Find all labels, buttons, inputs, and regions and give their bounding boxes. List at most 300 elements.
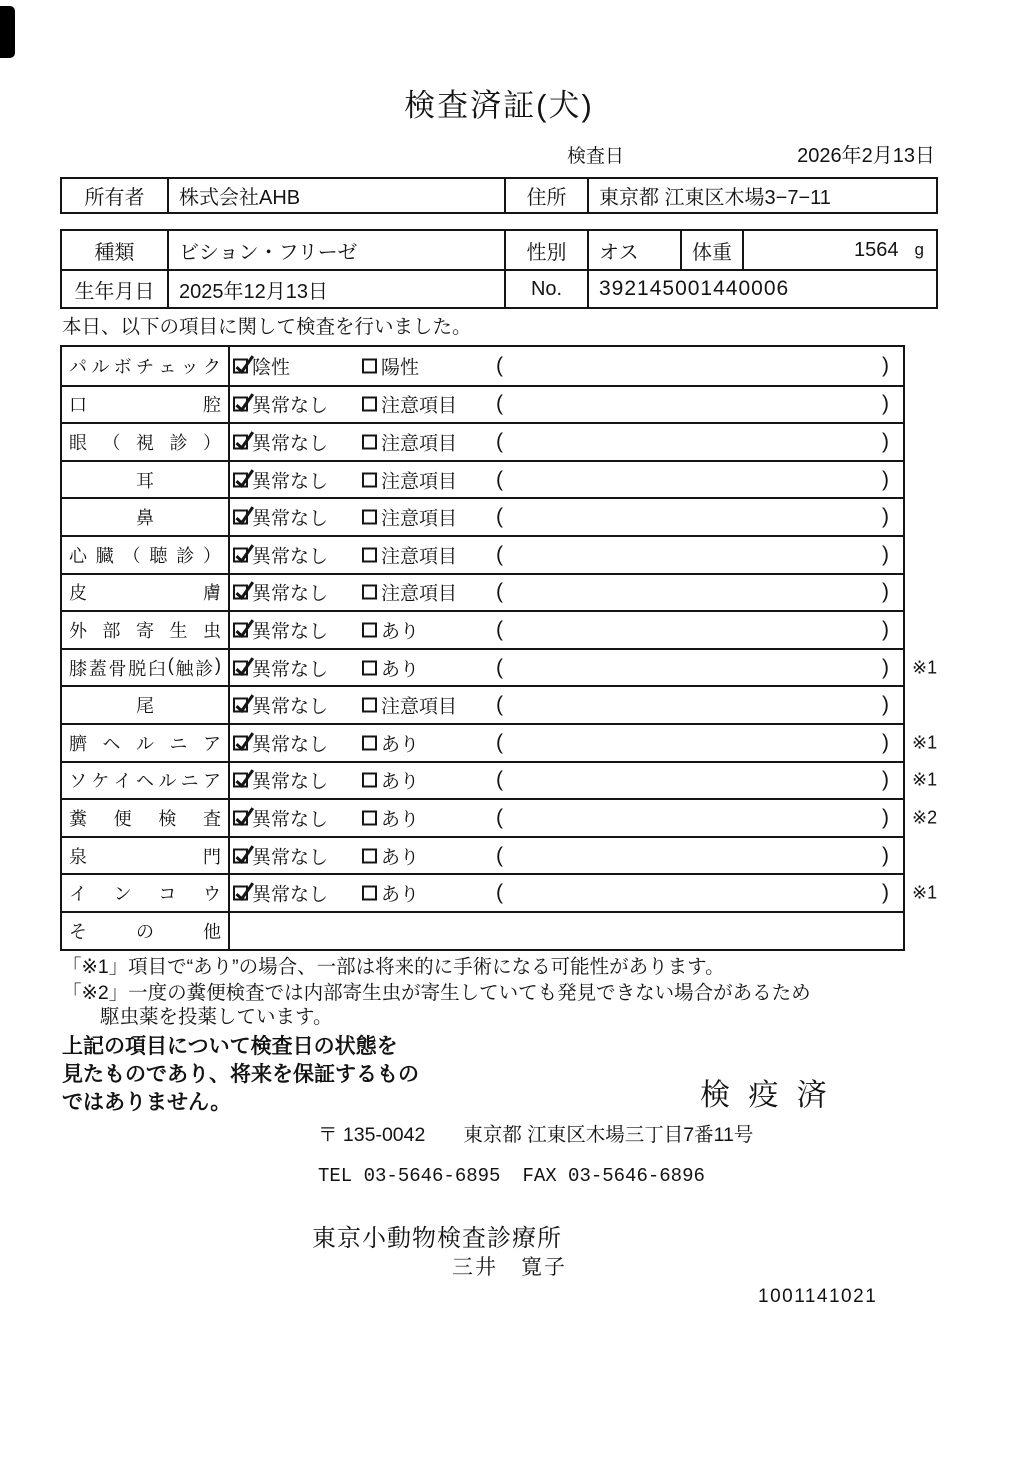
- scan-artifact: [0, 6, 15, 58]
- inspection-row-content: [230, 838, 903, 874]
- result-option-unchecked: [362, 466, 457, 493]
- checked-option-label: 異常なし: [252, 546, 329, 568]
- result-paren-open: (: [496, 655, 503, 679]
- check-icon: [233, 732, 254, 753]
- inspection-row-content: [230, 913, 903, 949]
- owner-table: [60, 177, 938, 214]
- result-paren-close: ): [882, 805, 889, 829]
- result-paren-open: (: [496, 467, 503, 491]
- unchecked-checkbox-icon: [362, 848, 377, 863]
- birthdate-row: [62, 269, 936, 307]
- quarantine-passed-stamp: 検 疫 済: [700, 1079, 832, 1112]
- result-paren-open: (: [496, 881, 503, 905]
- inspection-item-label: [62, 687, 230, 723]
- checked-option-label: 異常なし: [252, 471, 329, 493]
- inspection-item-label: [62, 499, 230, 535]
- label-char: ソ: [69, 771, 87, 792]
- result-paren-close: ): [882, 655, 889, 679]
- unchecked-option-label: あり: [381, 847, 420, 869]
- result-paren-close: ): [882, 580, 889, 604]
- result-paren-open: (: [496, 843, 503, 867]
- inspection-item-label-text: [69, 353, 221, 379]
- unchecked-option-label: 注意項目: [381, 471, 458, 493]
- check-icon: [233, 355, 254, 376]
- unchecked-option-label: あり: [381, 884, 420, 906]
- label-char: 眼: [69, 432, 87, 453]
- check-icon: [233, 845, 254, 866]
- inspection-row: [62, 347, 903, 385]
- intro-text: 本日、以下の項目に関して検査を行いました。: [62, 316, 472, 338]
- inspection-row-content: [230, 387, 903, 423]
- check-icon: [233, 431, 254, 452]
- result-paren-open: (: [496, 580, 503, 604]
- check-icon: [233, 507, 254, 528]
- result-option-unchecked: [362, 767, 419, 794]
- checked-checkbox-icon: [233, 434, 248, 449]
- result-paren-close: ): [882, 881, 889, 905]
- label-char: ニ: [180, 771, 199, 792]
- label-char: 診: [195, 658, 214, 679]
- result-option-checked: [233, 579, 328, 606]
- result-option-unchecked: [362, 804, 419, 831]
- result-option-unchecked: [362, 654, 419, 681]
- check-icon: [233, 544, 254, 565]
- check-icon: [233, 695, 254, 716]
- checked-checkbox-icon: [233, 547, 248, 562]
- inspection-item-label: [62, 387, 230, 423]
- result-option-unchecked: [362, 504, 457, 531]
- label-char: 虫: [203, 620, 221, 641]
- result-option-checked: [233, 391, 328, 418]
- inspection-row-content: [230, 800, 903, 836]
- weight-unit: g: [914, 240, 924, 259]
- clinic-address: 東京都 江東区木場三丁目7番11号: [463, 1124, 754, 1146]
- inspection-item-label: [62, 875, 230, 911]
- label-char: 糞: [69, 808, 87, 829]
- clinic-name: 東京小動物検査診療所: [312, 1225, 562, 1252]
- label-char: （: [122, 545, 141, 566]
- clinic-representative: 三井 寛子: [452, 1256, 567, 1279]
- inspection-item-label: [62, 462, 230, 498]
- check-icon: [233, 807, 254, 828]
- checked-checkbox-icon: [233, 735, 248, 750]
- inspection-row: [62, 648, 938, 686]
- result-paren-close: ): [882, 693, 889, 717]
- result-paren-open: (: [496, 429, 503, 453]
- unchecked-option-label: あり: [381, 734, 420, 756]
- unchecked-option-label: 注意項目: [381, 508, 458, 530]
- inspection-item-label-text: [69, 617, 221, 643]
- result-option-checked: [233, 767, 328, 794]
- owner-value: 株式会社AHB: [167, 179, 504, 212]
- check-icon: [233, 469, 254, 490]
- label-char: 骨: [108, 658, 127, 679]
- label-char: 皮: [69, 583, 87, 604]
- label-char: 泉: [69, 846, 87, 867]
- inspection-item-label-text: [69, 843, 221, 869]
- inspection-row-content: [230, 537, 903, 573]
- label-char: ): [215, 654, 221, 675]
- disclaimer-line-1: 上記の項目について検査日の状態を: [62, 1035, 398, 1058]
- inspection-row: [62, 610, 903, 648]
- inspection-item-label: [62, 838, 230, 874]
- page-title: 検査済証(犬): [404, 88, 594, 123]
- label-char: ェ: [158, 356, 177, 377]
- unchecked-checkbox-icon: [362, 397, 377, 412]
- unchecked-option-label: あり: [381, 621, 420, 643]
- unchecked-checkbox-icon: [362, 698, 377, 713]
- owner-row: [62, 179, 936, 212]
- label-char: ル: [158, 771, 177, 792]
- checked-option-label: 異常なし: [252, 433, 329, 455]
- footnote-1: 「※1」項目で“あり”の場合、一部は将来的に手術になる可能性があります。: [62, 956, 725, 978]
- check-icon: [233, 770, 254, 791]
- row-note-mark: ※1: [912, 657, 938, 678]
- label-char: 視: [136, 432, 154, 453]
- unchecked-option-label: 陽性: [381, 357, 420, 379]
- disclaimer-line-2: 見たものであり、将来を保証するもの: [62, 1063, 419, 1086]
- checked-checkbox-icon: [233, 397, 248, 412]
- unchecked-checkbox-icon: [362, 810, 377, 825]
- inspection-item-label: [62, 650, 230, 686]
- label-char: ヘ: [102, 733, 121, 754]
- label-char: ア: [202, 771, 221, 792]
- label-char: ヘ: [135, 771, 154, 792]
- label-char: ボ: [113, 356, 132, 377]
- checked-checkbox-icon: [233, 358, 248, 373]
- pet-info-table: [60, 229, 938, 309]
- label-char: の: [136, 921, 154, 942]
- unchecked-option-label: 注意項目: [381, 546, 458, 568]
- unchecked-checkbox-icon: [362, 547, 377, 562]
- checked-checkbox-icon: [233, 773, 248, 788]
- inspection-row: [62, 873, 938, 911]
- result-option-checked: [233, 729, 328, 756]
- checked-checkbox-icon: [233, 810, 248, 825]
- inspection-item-label: [62, 424, 230, 460]
- inspection-row-content: [230, 875, 903, 911]
- inspection-row-content: [230, 612, 903, 648]
- inspection-row-content: [230, 347, 903, 385]
- unchecked-checkbox-icon: [362, 585, 377, 600]
- label-char: イ: [113, 771, 132, 792]
- checked-option-label: 異常なし: [252, 809, 329, 831]
- label-char: 部: [102, 620, 121, 641]
- result-paren-close: ): [882, 542, 889, 566]
- result-paren-open: (: [496, 805, 503, 829]
- unchecked-option-label: 注意項目: [381, 395, 458, 417]
- label-char: 尾: [136, 696, 154, 717]
- label-char: 聴: [149, 545, 168, 566]
- check-icon: [233, 657, 254, 678]
- inspection-item-label-text: [69, 579, 221, 605]
- breed-label: 種類: [94, 241, 135, 264]
- label-char: 臼: [148, 658, 166, 679]
- result-paren-open: (: [496, 617, 503, 641]
- result-option-unchecked: [362, 352, 419, 379]
- label-char: ）: [203, 432, 221, 453]
- inspection-date-value: 2026年2月13日: [797, 145, 935, 167]
- result-option-checked: [233, 504, 328, 531]
- inspection-item-label-text: [69, 805, 221, 831]
- checked-checkbox-icon: [233, 660, 248, 675]
- label-char: ケ: [91, 771, 110, 792]
- check-icon: [233, 883, 254, 904]
- label-char: ン: [113, 884, 132, 905]
- inspection-row: [62, 685, 903, 723]
- result-paren-close: ): [882, 505, 889, 529]
- result-paren-close: ): [882, 392, 889, 416]
- result-option-checked: [233, 352, 290, 379]
- result-option-unchecked: [362, 692, 457, 719]
- no-label: No.: [504, 271, 587, 307]
- checked-option-label: 異常なし: [252, 884, 329, 906]
- label-char: 寄: [136, 620, 154, 641]
- label-char: ル: [136, 733, 154, 754]
- result-option-checked: [233, 428, 328, 455]
- label-char: 生: [169, 620, 188, 641]
- result-paren-close: ): [882, 730, 889, 754]
- unchecked-checkbox-icon: [362, 735, 377, 750]
- breed-row: [62, 231, 936, 269]
- document-code: 1001141021: [758, 1286, 878, 1307]
- weight-label: 体重: [680, 231, 742, 269]
- result-option-unchecked: [362, 391, 457, 418]
- checked-option-label: 異常なし: [252, 771, 329, 793]
- clinic-postal-code: 〒 135-0042: [318, 1124, 426, 1146]
- clinic-tel-line: [318, 1165, 705, 1187]
- inspection-row-content: [230, 687, 903, 723]
- address-label: 住所: [504, 179, 587, 212]
- check-icon: [233, 619, 254, 640]
- checked-option-label: 異常なし: [252, 847, 329, 869]
- footnote-2-continued: 駆虫薬を投薬しています。: [100, 1006, 333, 1028]
- inspection-row-content: [230, 462, 903, 498]
- result-paren-close: ): [882, 617, 889, 641]
- disclaimer-line-3: ではありません。: [62, 1091, 232, 1114]
- label-char: チ: [135, 356, 154, 377]
- result-paren-close: ): [882, 768, 889, 792]
- unchecked-checkbox-icon: [362, 358, 377, 373]
- checked-option-label: 陰性: [252, 357, 291, 379]
- footnote-2: 「※2」一度の糞便検査では内部寄生虫が寄生していても発見できない場合があるため: [62, 982, 811, 1004]
- checked-option-label: 異常なし: [252, 395, 329, 417]
- label-char: 脱: [128, 658, 147, 679]
- checked-option-label: 異常なし: [252, 696, 329, 718]
- inspection-item-label-text: [69, 655, 221, 681]
- inspection-item-label: [62, 763, 230, 799]
- label-char: パ: [69, 356, 87, 377]
- check-icon: [233, 394, 254, 415]
- checked-checkbox-icon: [233, 510, 248, 525]
- label-char: 耳: [136, 470, 154, 491]
- checked-checkbox-icon: [233, 472, 248, 487]
- result-paren-open: (: [496, 353, 503, 377]
- clinic-postal-line: [318, 1119, 753, 1147]
- inspection-item-label: [62, 913, 230, 949]
- inspection-date-label: 検査日: [567, 146, 625, 167]
- result-option-checked: [233, 541, 328, 568]
- inspection-item-label: [62, 800, 230, 836]
- row-note-mark: ※2: [912, 807, 938, 828]
- unchecked-option-label: あり: [381, 771, 420, 793]
- label-char: 腔: [203, 395, 221, 416]
- inspection-row: [62, 535, 903, 573]
- sex-value: オス: [587, 231, 680, 269]
- checked-option-label: 異常なし: [252, 508, 329, 530]
- label-char: 膚: [203, 583, 221, 604]
- label-char: そ: [69, 921, 87, 942]
- row-note-mark: ※1: [912, 732, 938, 753]
- inspection-item-label-text: [69, 504, 221, 530]
- unchecked-option-label: 注意項目: [381, 583, 458, 605]
- checked-checkbox-icon: [233, 698, 248, 713]
- label-char: 他: [203, 921, 221, 942]
- inspection-item-label-text: [69, 467, 221, 493]
- inspection-item-label-text: [69, 429, 221, 455]
- unchecked-checkbox-icon: [362, 660, 377, 675]
- result-option-unchecked: [362, 729, 419, 756]
- checked-option-label: 異常なし: [252, 659, 329, 681]
- inspection-item-label-text: [69, 918, 221, 944]
- checked-checkbox-icon: [233, 622, 248, 637]
- result-option-unchecked: [362, 616, 419, 643]
- label-char: （: [102, 432, 121, 453]
- label-char: ）: [202, 545, 221, 566]
- result-paren-close: ): [882, 467, 889, 491]
- inspection-item-label-text: [69, 692, 221, 718]
- result-paren-close: ): [882, 429, 889, 453]
- inspection-item-label-text: [69, 391, 221, 417]
- disclaimer-block: [62, 1033, 419, 1117]
- no-value: 392145001440006: [587, 271, 936, 307]
- label-char: (: [167, 654, 174, 675]
- label-char: 蓋: [88, 658, 107, 679]
- label-char: 外: [69, 620, 87, 641]
- inspection-row-content: [230, 763, 903, 799]
- inspection-item-label: [62, 725, 230, 761]
- label-char: 鼻: [136, 508, 154, 529]
- breed-value: ビション・フリーゼ: [167, 231, 504, 269]
- result-paren-open: (: [496, 542, 503, 566]
- inspection-row: [62, 385, 903, 423]
- result-paren-open: (: [496, 505, 503, 529]
- inspection-item-label: [62, 537, 230, 573]
- checked-option-label: 異常なし: [252, 621, 329, 643]
- unchecked-checkbox-icon: [362, 622, 377, 637]
- inspection-row-content: [230, 650, 903, 686]
- result-paren-open: (: [496, 730, 503, 754]
- label-char: ウ: [202, 884, 221, 905]
- result-option-checked: [233, 616, 328, 643]
- unchecked-option-label: あり: [381, 659, 420, 681]
- label-char: 臍: [69, 733, 87, 754]
- checked-checkbox-icon: [233, 585, 248, 600]
- address-value: 東京都 江東区木場3−7−11: [587, 179, 936, 212]
- result-paren-close: ): [882, 353, 889, 377]
- inspection-row: [62, 497, 903, 535]
- label-char: 膝: [69, 658, 87, 679]
- label-char: 診: [176, 545, 195, 566]
- clinic-tel: TEL 03-5646-6895: [318, 1165, 501, 1187]
- label-char: 査: [202, 808, 221, 829]
- inspection-table: [60, 345, 938, 951]
- result-paren-open: (: [496, 768, 503, 792]
- label-char: コ: [158, 884, 177, 905]
- label-char: 診: [169, 432, 188, 453]
- inspection-row: [62, 911, 903, 949]
- unchecked-option-label: 注意項目: [381, 433, 458, 455]
- clinic-fax: FAX 03-5646-6896: [522, 1165, 705, 1187]
- row-note-mark: ※1: [912, 769, 938, 790]
- result-option-checked: [233, 880, 328, 907]
- inspection-item-label: [62, 347, 230, 385]
- inspection-item-label-text: [69, 542, 221, 568]
- result-option-unchecked: [362, 428, 457, 455]
- weight-value: 1564: [854, 238, 899, 261]
- unchecked-checkbox-icon: [362, 886, 377, 901]
- result-paren-open: (: [496, 693, 503, 717]
- inspection-item-label: [62, 612, 230, 648]
- inspection-row-content: [230, 499, 903, 535]
- label-char: ア: [203, 733, 221, 754]
- label-char: 門: [203, 846, 221, 867]
- inspection-row: [62, 836, 903, 874]
- inspection-row-content: [230, 575, 903, 611]
- inspection-row: [62, 422, 903, 460]
- label-char: ル: [91, 356, 110, 377]
- unchecked-checkbox-icon: [362, 472, 377, 487]
- label-char: イ: [69, 884, 87, 905]
- result-option-checked: [233, 466, 328, 493]
- checked-option-label: 異常なし: [252, 734, 329, 756]
- inspection-row-content: [230, 424, 903, 460]
- label-char: ニ: [169, 733, 188, 754]
- result-paren-close: ): [882, 843, 889, 867]
- label-char: ッ: [180, 356, 199, 377]
- label-char: 触: [175, 658, 194, 679]
- weight-cell: [742, 231, 936, 269]
- inspection-item-label-text: [69, 880, 221, 906]
- unchecked-checkbox-icon: [362, 510, 377, 525]
- inspection-item-label-text: [69, 767, 221, 793]
- owner-label: 所有者: [84, 187, 145, 209]
- checked-checkbox-icon: [233, 848, 248, 863]
- unchecked-option-label: 注意項目: [381, 696, 458, 718]
- unchecked-checkbox-icon: [362, 434, 377, 449]
- inspection-row: [62, 798, 938, 836]
- inspection-row: [62, 761, 938, 799]
- label-char: 口: [69, 395, 87, 416]
- label-char: ク: [202, 356, 221, 377]
- result-option-checked: [233, 804, 328, 831]
- inspection-row-content: [230, 725, 903, 761]
- sex-label: 性別: [504, 231, 587, 269]
- check-icon: [233, 582, 254, 603]
- inspection-row: [62, 723, 938, 761]
- label-char: 検: [158, 808, 177, 829]
- result-option-checked: [233, 692, 328, 719]
- result-option-unchecked: [362, 880, 419, 907]
- checked-checkbox-icon: [233, 886, 248, 901]
- inspection-row: [62, 573, 903, 611]
- inspection-item-label: [62, 575, 230, 611]
- result-option-unchecked: [362, 541, 457, 568]
- label-char: 臓: [95, 545, 114, 566]
- result-paren-open: (: [496, 392, 503, 416]
- label-char: 便: [113, 808, 132, 829]
- result-option-checked: [233, 654, 328, 681]
